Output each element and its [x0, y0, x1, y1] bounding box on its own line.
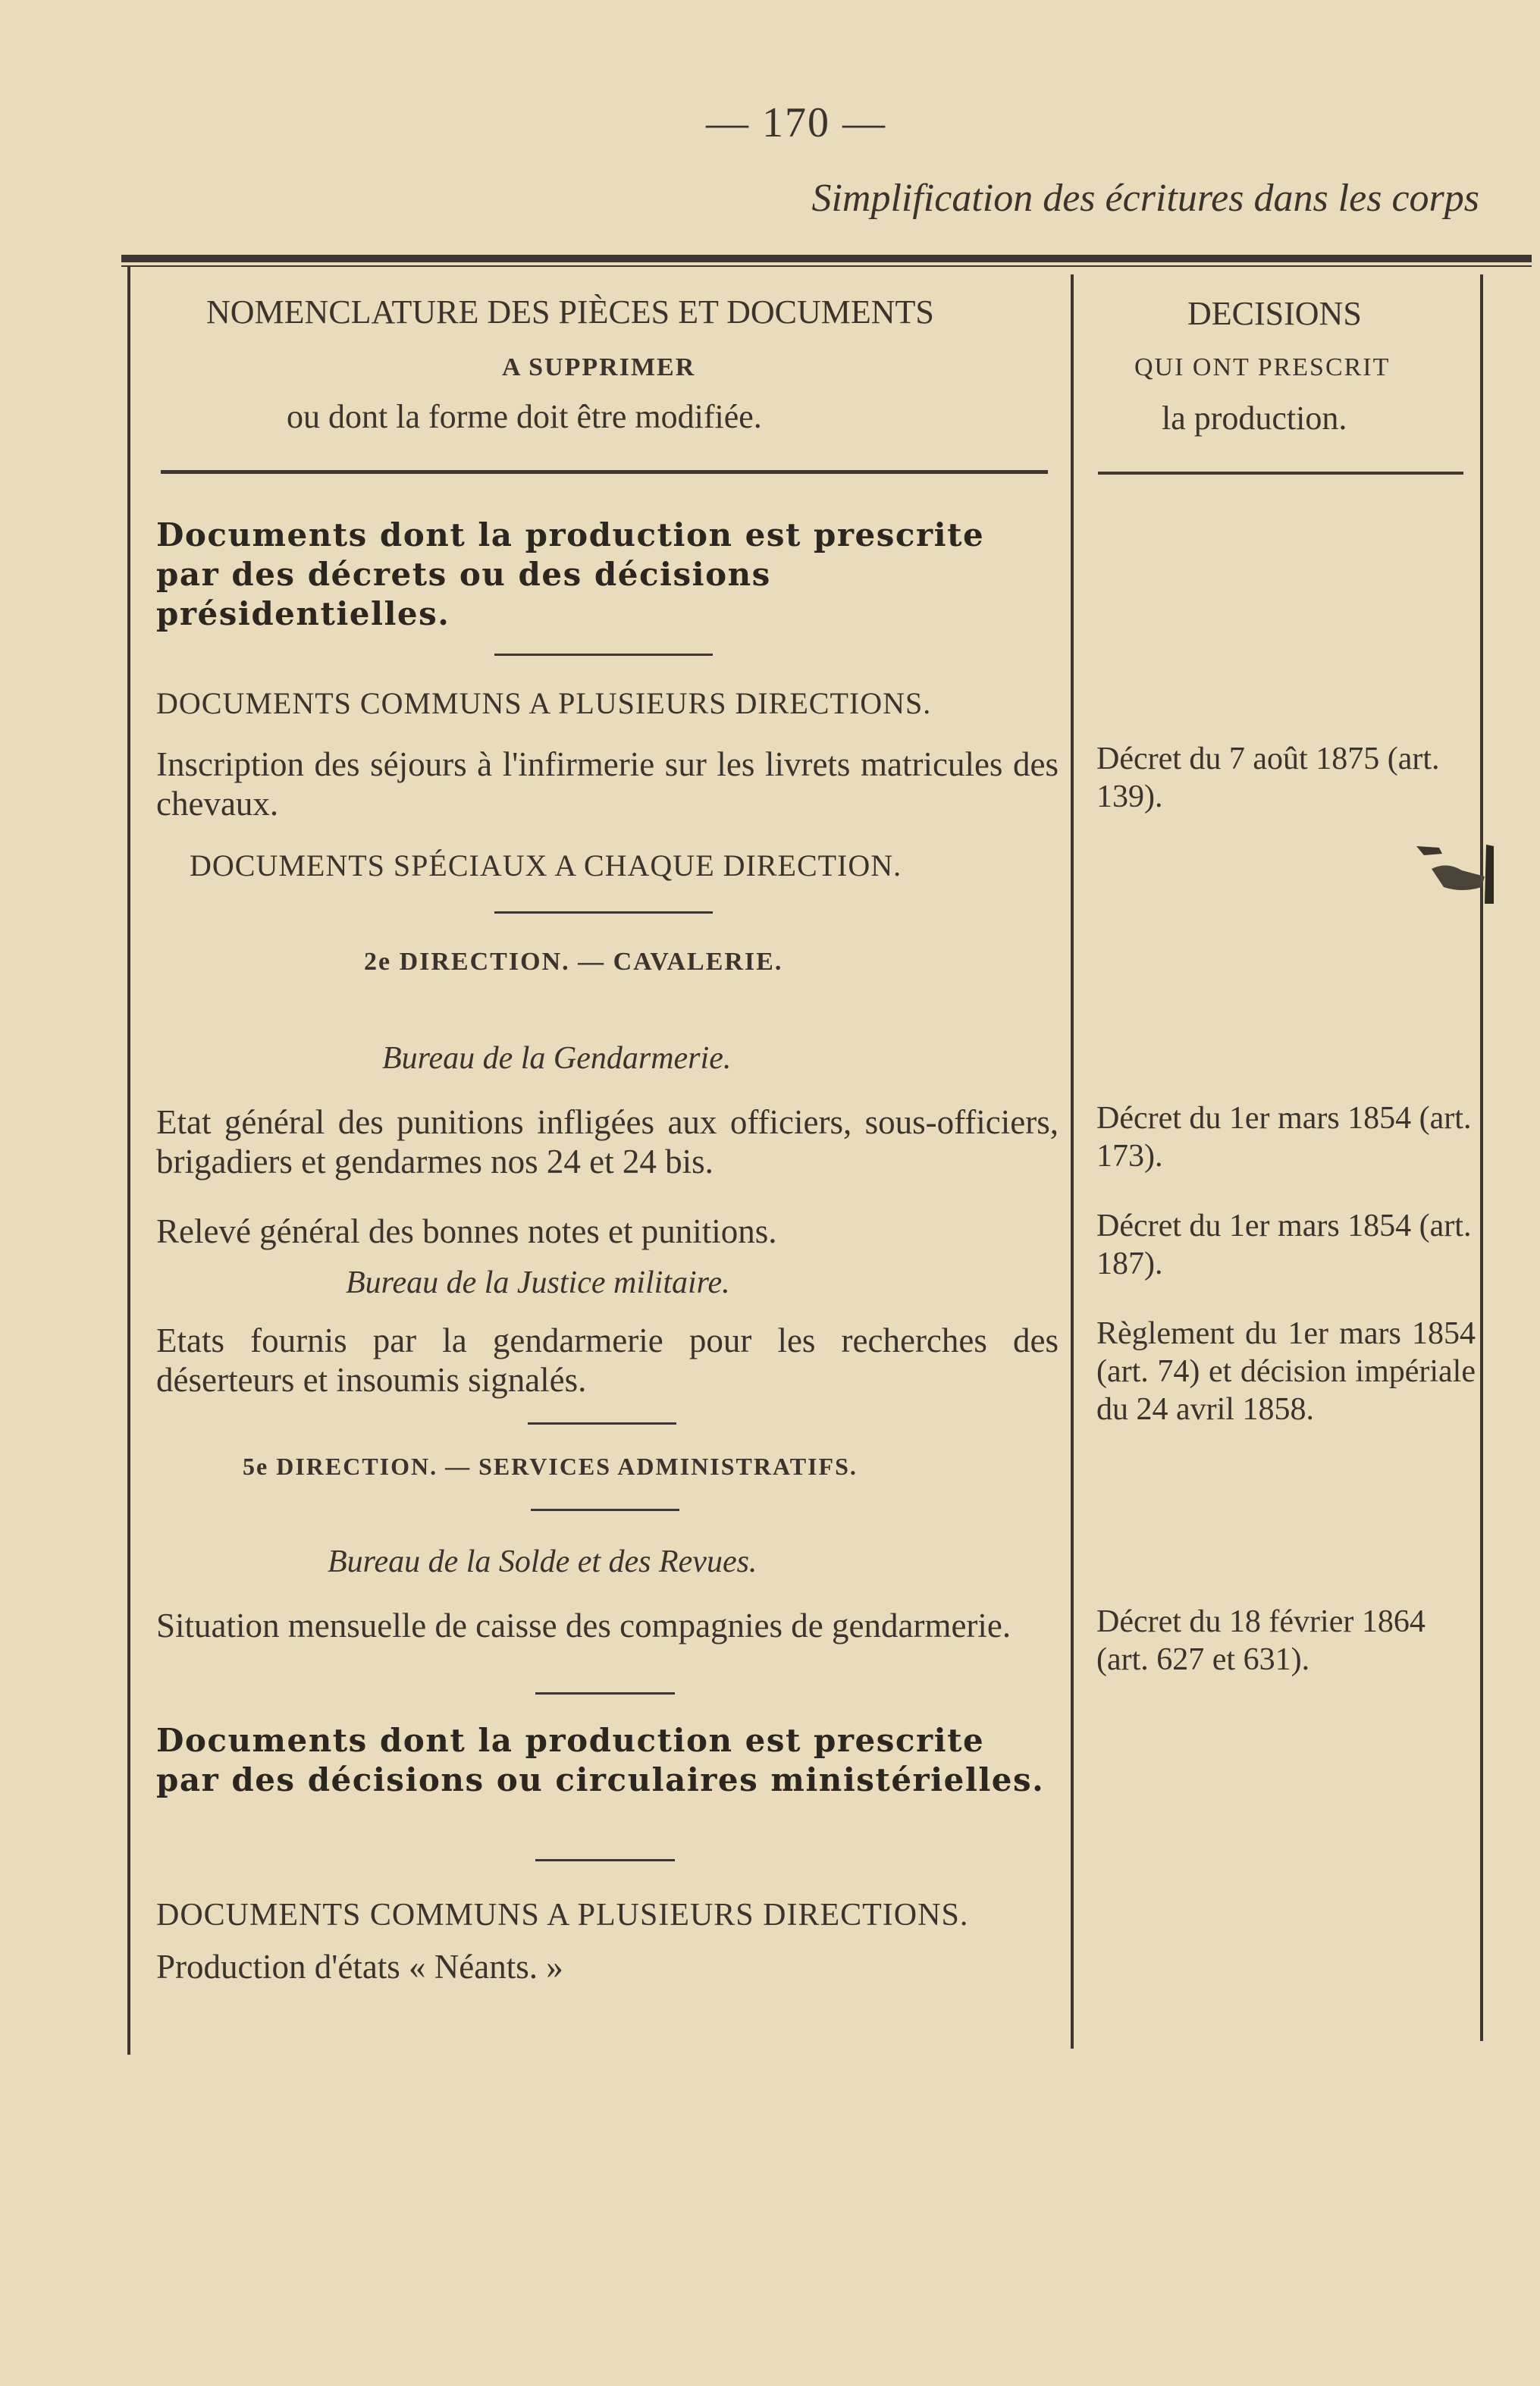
header-right-line2: QUI ONT PRESCRIT	[1134, 353, 1391, 381]
section2-heading: Documents dont la production est prescrite par des décisions ou circulaires ministérielles.	[156, 1722, 1045, 1798]
left-column-border	[127, 265, 130, 2055]
top-rule-thin	[121, 265, 1532, 267]
column-divider	[1071, 274, 1074, 2049]
bureau-solde: Bureau de la Solde et des Revues.	[328, 1544, 757, 1579]
entry4-decision: Règlement du 1er mars 1854 (art. 74) et décision impériale du 24 avril 1858.	[1096, 1316, 1476, 1427]
short-rule	[494, 654, 713, 656]
entry3-text: Relevé général des bonnes notes et punitions.	[156, 1212, 777, 1250]
header-right-line1: DECISIONS	[1187, 295, 1362, 332]
direction2-heading: 2e DIRECTION. — CAVALERIE.	[364, 948, 783, 976]
header-separator-right	[1098, 472, 1463, 475]
entry4-text: Etats fournis par la gendarmerie pour les recherches des déserteurs et insoumis signalés.	[156, 1322, 1059, 1399]
section1-common-heading: DOCUMENTS COMMUNS A PLUSIEURS DIRECTIONS.	[156, 686, 932, 720]
header-left-line2: A SUPPRIMER	[502, 353, 696, 381]
section1-heading: Documents dont la production est prescrite par des décrets ou des décisions présidentielles.	[156, 516, 985, 632]
short-rule	[494, 911, 713, 914]
short-rule	[535, 1859, 675, 1861]
entry1-decision: Décret du 7 août 1875 (art. 139).	[1096, 742, 1440, 814]
section2-entry1-text: Production d'états « Néants. »	[156, 1948, 563, 1986]
short-rule	[531, 1509, 679, 1511]
page-number: — 170 —	[706, 99, 886, 146]
entry2-text: Etat général des punitions infligées aux officiers, sous-officiers, brigadiers et gendarmes nos 24 et 24 bis.	[156, 1103, 1059, 1180]
entry1-text: Inscription des séjours à l'infirmerie sur les livrets matricules des chevaux.	[156, 745, 1059, 823]
header-left-line3: ou dont la forme doit être modifiée.	[287, 398, 762, 435]
entry5-text: Situation mensuelle de caisse des compagnies de gendarmerie.	[156, 1607, 1012, 1644]
section1-special-heading: DOCUMENTS SPÉCIAUX A CHAQUE DIRECTION.	[190, 848, 902, 883]
top-rule	[121, 255, 1532, 262]
right-column-border	[1480, 274, 1483, 2041]
bureau-gendarmerie: Bureau de la Gendarmerie.	[382, 1041, 732, 1076]
header-right-line3: la production.	[1162, 400, 1347, 437]
bureau-justice: Bureau de la Justice militaire.	[346, 1265, 730, 1300]
pointing-hand-icon	[1409, 831, 1500, 904]
section2-common-heading: DOCUMENTS COMMUNS A PLUSIEURS DIRECTIONS.	[156, 1898, 969, 1933]
short-rule	[535, 1692, 675, 1695]
entry5-decision: Décret du 18 février 1864 (art. 627 et 631).	[1096, 1604, 1426, 1677]
header-separator-left	[161, 470, 1048, 474]
entry2-decision: Décret du 1er mars 1854 (art. 173).	[1096, 1101, 1472, 1174]
running-title: Simplification des écritures dans les corps	[811, 177, 1479, 220]
direction5-heading: 5e DIRECTION. — SERVICES ADMINISTRATIFS.	[243, 1453, 858, 1480]
entry3-decision: Décret du 1er mars 1854 (art. 187).	[1096, 1209, 1472, 1281]
header-left-line1: NOMENCLATURE DES PIÈCES ET DOCUMENTS	[206, 293, 934, 331]
short-rule	[528, 1422, 676, 1425]
